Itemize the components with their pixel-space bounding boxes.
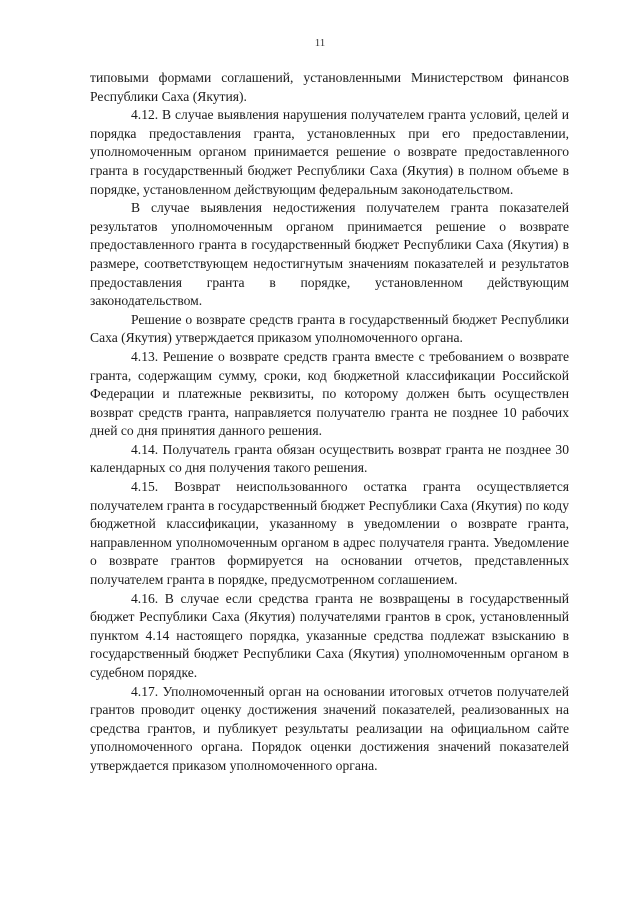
paragraph-continuation: типовыми формами соглашений, установленными Министерством финансов Республики Саха (Якутия). [90,70,569,104]
document-body [90,69,569,776]
paragraph-4-12: 4.12. В случае выявления нарушения получателем гранта условий, целей и порядка предоставления гранта, установленных при его предоставлении, уполномоченным органом принимается решение о возврате предоставленного гранта в государственный бюджет Республики Саха (Якутия) в полном объеме в порядке, установленном действующим федеральным законодательством. [90,107,569,197]
paragraph-4-14: 4.14. Получатель гранта обязан осуществить возврат гранта не позднее 30 календарных со дня получения такого решения. [90,441,569,476]
paragraph-4-17: 4.17. Уполномоченный орган на основании итоговых отчетов получателей грантов проводит оценку достижения значений показателей, реализованных на средства грантов, и публикует результаты реализации на официальном сайте уполномоченного органа. Порядок оценки достижения значений показателей утверждается приказом уполномоченного органа. [90,683,569,773]
paragraph-4-13: 4.13. Решение о возврате средств гранта вместе с требованием о возврате гранта, содержащим сумму, сроки, код бюджетной классификации Российской Федерации и платежные реквизиты, по которому должен быть осуществлен возврат средств гранта, направляется получателю гранта не позднее 10 рабочих дней со дня принятия данного решения. [90,348,569,439]
paragraph-4-15: 4.15. Возврат неиспользованного остатка гранта осуществляется получателем гранта в государственный бюджет Республики Саха (Якутия) по коду бюджетной классификации, указанному в уведомлении о возврате гранта, направленном уполномоченным органом в адрес получателя гранта. Уведомление о возврате грантов формируется на основании отчетов, представленных получателем гранта в порядке, предусмотренном соглашением. [90,479,569,588]
paragraph-underachievement: В случае выявления недостижения получателем гранта показателей результатов уполномоченным органом принимается решение о возврате предоставленного гранта в государственный бюджет Республики Саха (Якутия) в размере, соответствующем недостигнутым значениям показателей и результатов предоставления гранта в порядке, установленном действующим законодательством. [90,200,569,309]
page-number: 11 [314,37,326,49]
paragraph-return-decision: Решение о возврате средств гранта в государственный бюджет Республики Саха (Якутия) утверждается приказом уполномоченного органа. [90,311,569,346]
paragraph-4-16: 4.16. В случае если средства гранта не возвращены в государственный бюджет Республики Саха (Якутия) получателями грантов в срок, установленный пунктом 4.14 настоящего порядка, указанные средства подлежат взысканию в государственный бюджет Республики Саха (Якутия) уполномоченным органом в судебном порядке. [90,590,569,680]
